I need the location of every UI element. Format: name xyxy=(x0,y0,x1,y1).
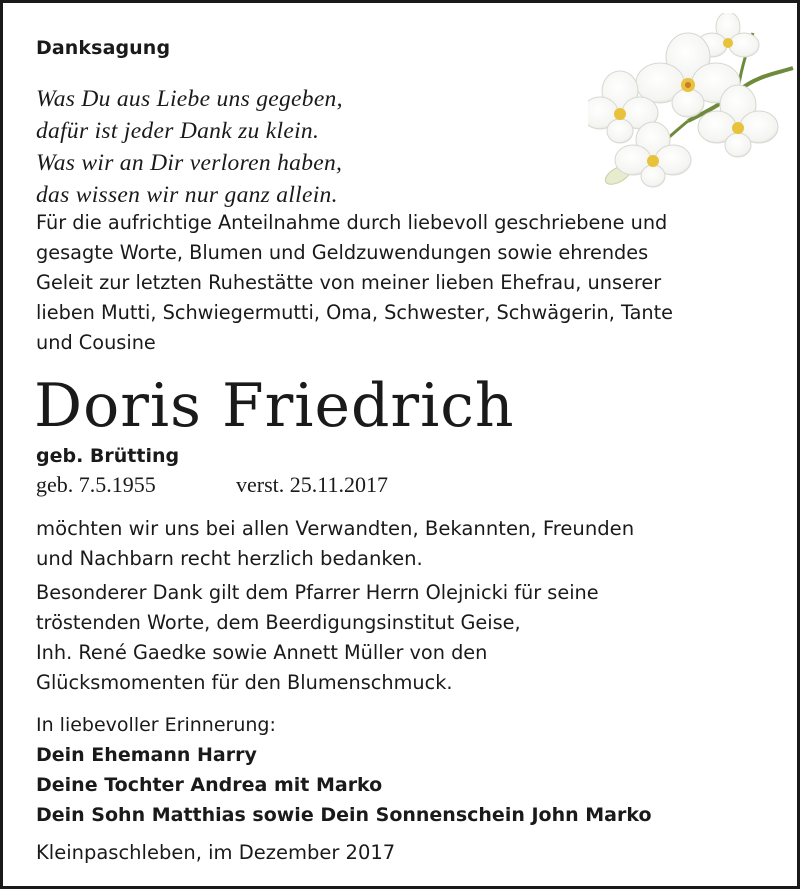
signatory: Dein Ehemann Harry xyxy=(36,744,257,766)
maiden-name: geb. Brütting xyxy=(36,445,180,467)
poem-line: Was wir an Dir verloren haben, xyxy=(36,150,343,176)
poem xyxy=(36,83,343,211)
signatory: Deine Tochter Andrea mit Marko xyxy=(36,774,383,796)
closing-section xyxy=(36,710,652,830)
thanks-line: möchten wir uns bei allen Verwandten, Bekannten, Freunden xyxy=(36,517,635,540)
poem-line: das wissen wir nur ganz allein. xyxy=(36,182,338,208)
special-thanks-line: Glücksmomenten für den Blumenschmuck. xyxy=(36,671,453,694)
intro-line: gesagte Worte, Blumen und Geldzuwendungen sowie ehrendes xyxy=(36,241,649,264)
thanks-line: und Nachbarn recht herzlich bedanken. xyxy=(36,547,423,570)
special-thanks-line: Inh. René Gaedke sowie Annett Müller von den xyxy=(36,641,488,664)
intro-line: Für die aufrichtige Anteilnahme durch liebevoll geschriebene und xyxy=(36,211,668,234)
closing-intro: In liebevoller Erinnerung: xyxy=(36,714,276,736)
intro-paragraph xyxy=(36,208,786,358)
special-thanks-paragraph xyxy=(36,578,786,698)
heading: Danksagung xyxy=(36,37,171,59)
special-thanks-line: Besonderer Dank gilt dem Pfarrer Herrn Olejnicki für seine xyxy=(36,581,599,604)
deceased-name: Doris Friedrich xyxy=(34,371,515,441)
white-orchid-image xyxy=(588,13,798,193)
birth-date: geb. 7.5.1955 xyxy=(36,472,156,497)
death-date: verst. 25.11.2017 xyxy=(236,472,388,497)
signatory: Dein Sohn Matthias sowie Dein Sonnenschein John Marko xyxy=(36,804,652,826)
intro-line: lieben Mutti, Schwiegermutti, Oma, Schwester, Schwägerin, Tante xyxy=(36,301,674,324)
intro-line: Geleit zur letzten Ruhestätte von meiner lieben Ehefrau, unserer xyxy=(36,271,662,294)
intro-line: und Cousine xyxy=(36,331,156,354)
special-thanks-line: tröstenden Worte, dem Beerdigungsinstitut Geise, xyxy=(36,611,521,634)
poem-line: Was Du aus Liebe uns gegeben, xyxy=(36,86,343,112)
place-and-date: Kleinpaschleben, im Dezember 2017 xyxy=(36,841,396,864)
poem-line: dafür ist jeder Dank zu klein. xyxy=(36,118,320,144)
thanks-paragraph xyxy=(36,514,786,574)
